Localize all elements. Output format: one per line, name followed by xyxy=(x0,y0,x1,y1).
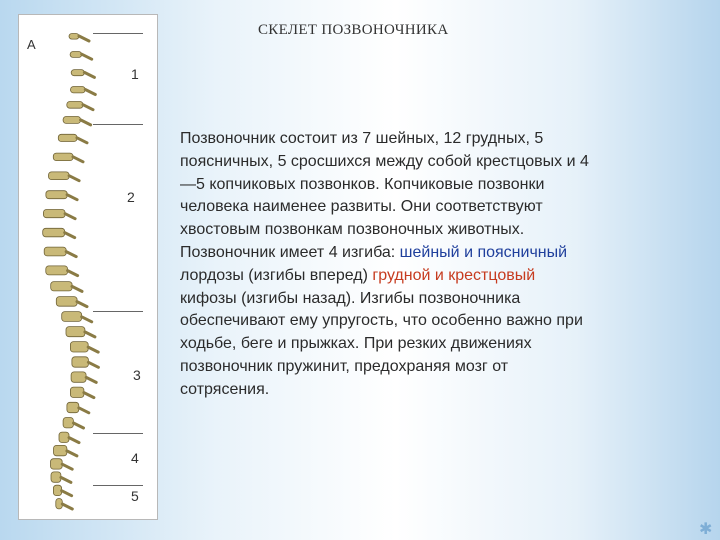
spinous-process xyxy=(62,504,72,509)
spinous-process xyxy=(65,233,75,238)
spinous-process xyxy=(66,252,76,257)
slide-title: СКЕЛЕТ ПОЗВОНОЧНИКА xyxy=(258,22,449,38)
spinous-process xyxy=(85,90,95,95)
spinous-process xyxy=(81,120,91,125)
text-line: позвоночник пружинит, предохраняя мозг от xyxy=(180,357,509,375)
vertebra xyxy=(46,191,67,199)
vertebra xyxy=(67,402,79,412)
vertebra xyxy=(44,247,66,256)
spinous-process xyxy=(82,54,92,59)
spinous-process xyxy=(73,157,83,162)
vertebra xyxy=(49,172,70,180)
spinous-process xyxy=(62,491,72,496)
text-line: поясничных, 5 сросшихся между собой крестцовых и 4 xyxy=(180,152,589,170)
section-number-coccyx: 5 xyxy=(131,488,139,504)
decorative-star-icon: ✱ xyxy=(699,521,713,538)
text-line: Позвоночник состоит из 7 шейных, 12 грудных, 5 xyxy=(180,130,544,147)
spinous-process xyxy=(74,423,84,428)
spinous-process xyxy=(77,302,87,307)
vertebra xyxy=(51,282,72,291)
spinous-process xyxy=(61,477,71,482)
text-line: сотрясения. xyxy=(180,380,270,398)
text-line: обеспечивают ему упругость, что особенно важно при xyxy=(180,312,583,330)
spinous-process xyxy=(86,377,96,382)
vertebra xyxy=(63,117,81,124)
text-line: —5 копчиковых позвонков. Копчиковые позвонки xyxy=(180,175,545,193)
spinous-process xyxy=(84,393,94,398)
spine-figure xyxy=(18,14,158,520)
text-line: Позвоночник имеет 4 изгиба: xyxy=(180,243,400,261)
vertebra xyxy=(72,357,89,367)
kyphosis-highlight: грудной и крестцовый xyxy=(372,266,536,284)
spinous-process xyxy=(65,214,75,219)
spinous-process xyxy=(69,176,79,181)
vertebra xyxy=(53,153,73,161)
vertebra xyxy=(62,312,82,322)
spinous-process xyxy=(79,36,89,41)
vertebra xyxy=(70,342,88,352)
vertebra xyxy=(43,228,65,237)
spinous-process xyxy=(82,317,92,322)
spinous-process xyxy=(68,271,78,276)
vertebra xyxy=(51,472,61,482)
vertebra xyxy=(67,102,83,109)
vertebra xyxy=(43,210,65,218)
section-number-cervical: 1 xyxy=(131,66,139,82)
vertebra xyxy=(70,387,84,397)
vertebra xyxy=(66,327,85,337)
spinous-process xyxy=(69,438,79,443)
vertebra xyxy=(58,134,77,141)
text-line: ходьбе, беге и прыжках. При резких движениях xyxy=(180,335,532,353)
body-paragraph xyxy=(180,128,700,402)
vertebra xyxy=(71,372,86,382)
spinous-process xyxy=(67,195,77,200)
vertebra xyxy=(56,297,77,307)
spinous-process xyxy=(79,408,89,413)
spinous-process xyxy=(83,105,93,110)
text-line: лордозы (изгибы вперед) xyxy=(180,266,373,284)
vertebra xyxy=(71,70,84,76)
spinous-process xyxy=(72,286,82,291)
spinous-process xyxy=(88,347,98,352)
section-number-lumbar: 3 xyxy=(133,367,141,383)
vertebra xyxy=(70,52,82,58)
spinous-process xyxy=(85,332,95,337)
vertebra xyxy=(59,432,69,442)
vertebra xyxy=(51,459,63,469)
vertebra xyxy=(71,87,86,93)
text-line: кифозы (изгибы назад). Изгибы позвоночника xyxy=(180,289,521,307)
spine-illustration xyxy=(19,15,157,519)
vertebra xyxy=(54,445,67,455)
section-number-sacral: 4 xyxy=(131,450,139,466)
text-line: человека наименее развиты. Они соответствуют xyxy=(180,198,543,216)
spinous-process xyxy=(88,362,98,367)
figure-letter: A xyxy=(27,37,36,52)
text-line: хвостовым позвонкам позвоночных животных. xyxy=(180,221,525,239)
section-number-thoracic: 2 xyxy=(127,189,135,205)
vertebra xyxy=(63,418,73,428)
spinous-process xyxy=(62,464,72,469)
spinous-process xyxy=(67,451,77,456)
lordosis-highlight: шейный и поясничный xyxy=(399,243,568,261)
spinous-process xyxy=(84,72,94,77)
vertebra xyxy=(69,34,79,40)
spinous-process xyxy=(77,138,87,143)
vertebra xyxy=(46,266,68,275)
